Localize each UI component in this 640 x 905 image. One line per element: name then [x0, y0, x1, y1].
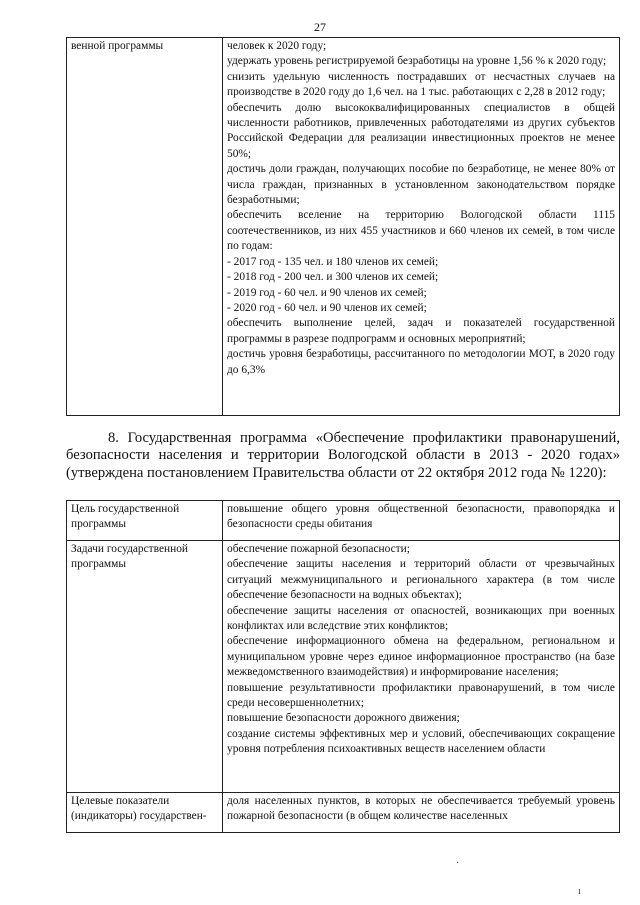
page-number: 27 — [314, 20, 326, 34]
list-item: удержать уровень регистрируемой безработицы на уровне 1,56 % к 2020 году; — [227, 55, 607, 68]
list-item: обеспечение информационного обмена на федеральном, региональном и муниципальном уровне через единое информационное пространство (на базе межведомственного взаимодействия) и информирование населения; — [227, 635, 615, 679]
list-item: человек к 2020 году; — [227, 40, 327, 52]
list-item: - 2019 год - 60 чел. и 90 членов их семей; — [227, 286, 427, 299]
scan-mark: ı — [578, 886, 581, 897]
list-item: снизить удельную численность пострадавших от несчастных случаев на производстве в 2020 году до 1,6 чел. на 1 тыс. работающих с 2,28 в 2012 году; — [227, 70, 615, 99]
continued-program-table — [66, 37, 620, 416]
list-item: обеспечить выполнение целей, задач и показателей государственной программы в разрезе подпрограмм и основных мероприятий; — [227, 317, 615, 345]
table-label-cell: Цель государственной программы — [67, 501, 223, 541]
table-content-cell — [223, 501, 620, 541]
program-passport-table — [66, 500, 620, 833]
table-row — [67, 793, 620, 833]
list-item: достичь уровня безработицы, рассчитанного по методологии МОТ, в 2020 году до 6,3% — [227, 348, 615, 376]
list-item: - 2017 год - 135 чел. и 180 членов их семей; — [227, 255, 439, 268]
list-item: повышение общего уровня общественной безопасности, правопорядка и безопасности среды обитания — [227, 503, 615, 531]
list-item: - 2020 год - 60 чел. и 90 членов их семей; — [227, 301, 427, 314]
list-item: обеспечение защиты населения от опасностей, возникающих при военных конфликтах или вследствие этих конфликтов; — [227, 604, 615, 633]
table-label-cell: Задачи государственной программы — [67, 541, 223, 793]
list-item: доля населенных пунктов, в которых не обеспечивается требуемый уровень пожарной безопасности (в общем количестве населенных — [227, 795, 615, 823]
table-label-cell: Целевые показатели (индикаторы) государствен- — [67, 793, 223, 833]
table-row — [67, 501, 620, 541]
list-item: обеспечение пожарной безопасности; — [227, 543, 410, 555]
list-item: - 2018 год - 200 чел. и 300 членов их семей; — [227, 271, 439, 284]
scan-mark: · — [456, 858, 460, 869]
table-label-cell: венной программы — [67, 38, 223, 416]
section-heading: 8. Государственная программа «Обеспечение профилактики правонарушений, безопасности населения и территории Вологодской области в 2013 - 2020 годах» (утверждена постановлением Правительства области от 22 октября 2012 года № 1220): — [66, 430, 620, 481]
table-content-cell — [223, 38, 620, 416]
list-item: обеспечение защиты населения и территорий области от чрезвычайных ситуаций межмуниципального и регионального характера (в том числе обеспечение безопасности на водных объектах); — [227, 558, 615, 602]
table-row — [67, 541, 620, 793]
list-item: повышение результативности профилактики правонарушений, в том числе среди несовершеннолетних; — [227, 681, 615, 710]
list-item: повышение безопасности дорожного движения; — [227, 712, 460, 725]
list-item: достичь доли граждан, получающих пособие по безработице, не менее 80% от числа граждан, признанных в установленном законодательством порядке безработными; — [227, 163, 615, 207]
table-content-cell — [223, 793, 620, 833]
list-item: обеспечить вселение на территорию Вологодской области 1115 соотечественников, из них 455 участников и 660 членов их семей, в том числе по годам: — [227, 209, 615, 253]
table-row — [67, 38, 620, 416]
table-content-cell — [223, 541, 620, 793]
list-item: создание системы эффективных мер и условий, обеспечивающих сокращение уровня потребления психоактивных веществ населением области — [227, 727, 615, 756]
list-item: обеспечить долю высококвалифицированных специалистов в общей численности работников, привлеченных работодателями из других субъектов Российской Федерации для реализации инвестиционных проектов не менее 50%; — [227, 101, 615, 160]
